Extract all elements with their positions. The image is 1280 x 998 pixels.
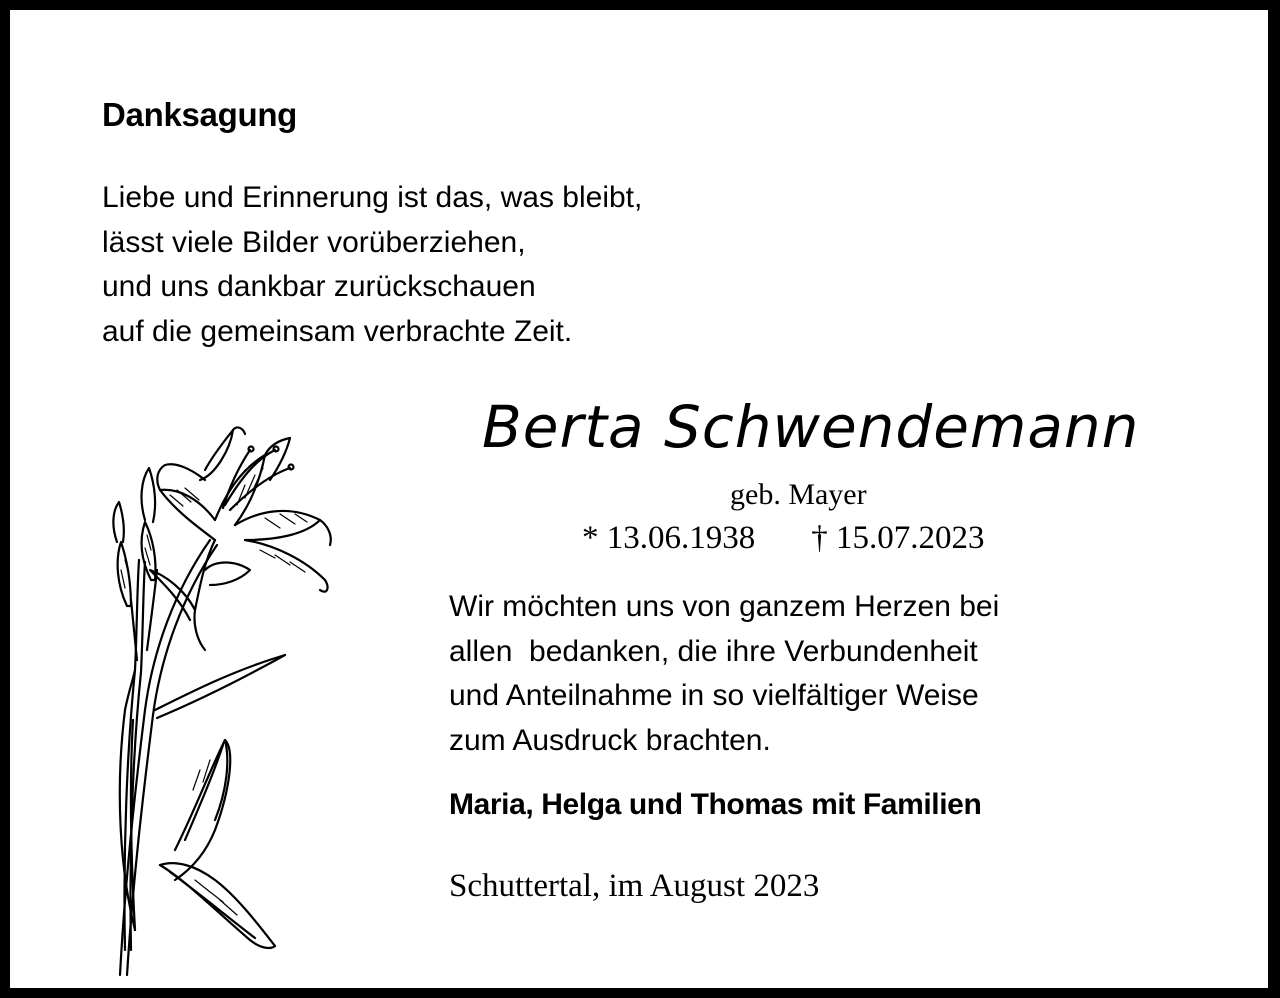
message-line: Wir möchten uns von ganzem Herzen bei: [449, 590, 1000, 623]
lily-flower-icon: [65, 410, 355, 980]
deceased-name: Berta Schwendemann: [482, 393, 1140, 461]
poem-line: auf die gemeinsam verbrachte Zeit.: [102, 314, 573, 348]
message-line: allen bedanken, die ihre Verbundenheit: [449, 634, 978, 668]
message-line: und Anteilnahme in so vielfältiger Weise: [449, 679, 979, 712]
message-line: zum Ausdruck brachten.: [449, 723, 771, 757]
maiden-name: geb. Mayer: [730, 478, 867, 511]
poem-line: lässt viele Bilder vorüberziehen,: [102, 225, 526, 259]
death-date: † 15.07.2023: [811, 520, 985, 556]
poem: [102, 176, 642, 354]
life-dates: [582, 520, 985, 557]
thank-you-message: [449, 585, 999, 763]
birth-date: * 13.06.1938: [582, 520, 756, 556]
place-date: Schuttertal, im August 2023: [449, 868, 820, 904]
heading: Danksagung: [102, 96, 298, 133]
obituary-card: [10, 10, 1268, 988]
poem-line: und uns dankbar zurückschauen: [102, 270, 536, 303]
poem-line: Liebe und Erinnerung ist das, was bleibt,: [102, 181, 643, 214]
family-signature: Maria, Helga und Thomas mit Familien: [449, 788, 982, 821]
